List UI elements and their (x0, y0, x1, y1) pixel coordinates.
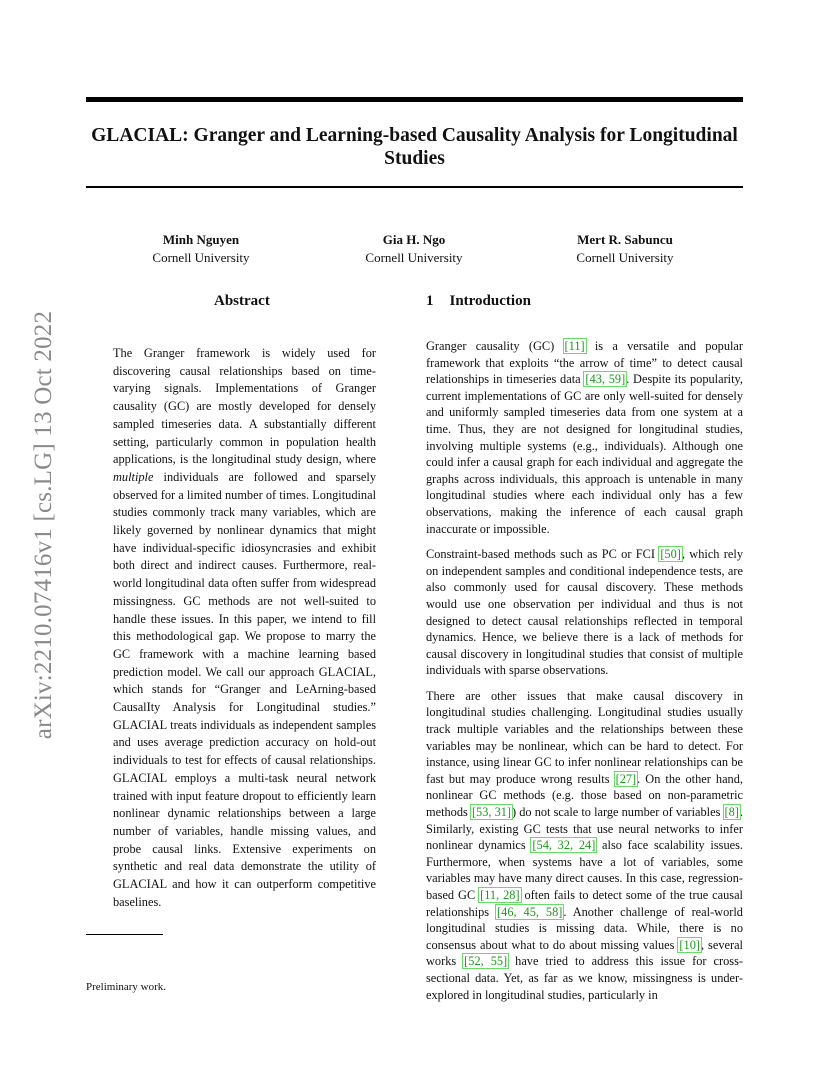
author-name: Mert R. Sabuncu (577, 232, 673, 247)
citation-link[interactable]: [11] (564, 339, 585, 353)
text-run: often fails to detect some of the true causal relationships (426, 888, 743, 919)
citation-link[interactable]: [50] (660, 547, 681, 562)
intro-paragraph (426, 688, 743, 1003)
text-run: . On the other hand, nonlinear GC methods (e.g. those based on non-parametric methods (426, 771, 743, 820)
intro-paragraph (426, 338, 743, 537)
citation-link[interactable]: [52, 55] (464, 954, 508, 969)
author-affiliation: Cornell University (152, 250, 250, 265)
author-3 (525, 231, 725, 267)
citation-link[interactable]: [43, 59] (585, 372, 626, 387)
footnote-rule (86, 934, 163, 935)
section-number: 1 (426, 293, 434, 309)
citation-link[interactable]: [11, 28] (480, 888, 520, 902)
introduction-body (426, 338, 743, 1012)
text-run: The Granger framework is widely used for discovering causal relationships based on time-varying signals. Implementations of Granger causality (GC) are mostly developed for densely sampled timeseries data. A substantially different setting, particularly common in population health applications, is the longitudinal study design, where (113, 346, 376, 467)
citation-link[interactable]: [10] (679, 937, 700, 952)
title-bottom-rule (86, 186, 743, 188)
footnote: Preliminary work. (86, 981, 167, 993)
citation-link[interactable]: [8] (724, 805, 739, 820)
author-1 (101, 231, 301, 267)
abstract-text (113, 345, 376, 912)
author-name: Gia H. Ngo (382, 232, 446, 247)
text-run: have tried to address this issue for cross-sectional data. Yet, as far as we know, missingness is under-explored in longitudinal studies, particularly in (426, 954, 743, 1002)
author-affiliation: Cornell University (576, 250, 674, 265)
text-run: There are other issues that make causal discovery in longitudinal studies challenging. Longitudinal studies usually track multiple variables and the relationships between these variables may be nonlinear, which can be hard to detect. For instance, using linear GC to infer nonlinear relationships can be fast but may produce wrong results (426, 688, 743, 786)
text-run: also face scalability issues. Furthermore, when systems have a lot of variables, some variables may have many direct causes. In this case, regression-based GC (426, 838, 743, 902)
citation-link[interactable]: [54, 32, 24] (532, 838, 596, 853)
text-run: . Despite its popularity, current implementations of GC are only well-suited for densely and uniformly sampled timeseries data from one system at a time. Thus, they are not designed for longitudinal studies, involving multiple systems (e.g., individuals). Although one could infer a causal graph for each individual and aggregate the graphs across individuals, this approach is untenable in many longitudinal studies where each individual only has a few observations, making the inference of each causal graph inaccurate or impossible. (426, 372, 743, 536)
citation-link[interactable]: [53, 31] (471, 805, 512, 820)
citation-link[interactable]: [46, 45, 58] (497, 904, 563, 919)
emphasis-text: multiple (113, 469, 154, 484)
author-name: Minh Nguyen (162, 232, 240, 247)
text-run: , several works (426, 937, 743, 969)
text-run: . Another challenge of real-world longitudinal studies is missing data. While, there is no consensus about what to do about missing values (426, 904, 743, 952)
text-run: is a versatile and popular framework that exploits “the arrow of time” to detect causal relationships in timeseries data (426, 339, 744, 387)
abstract-heading: Abstract (214, 293, 270, 309)
text-run: individuals are followed and sparsely observed for a limited number of times. Longitudinal studies commonly track many variables, which are likely governed by nonlinear dynamics that might have individual-specific idiosyncrasies and exhibit both direct and indirect causes. Furthermore, real-world longitudinal data often suffer from widespread missingness. GC methods are not well-suited to handle these issues. In this paper, we intend to fill this methodological gap. We propose to marry the GC framework with a machine learning based prediction model. We call our approach GLACIAL, which stands for “Granger and LeArning-based CausalIty Analysis for Longitudinal studies.” GLACIAL treats individuals as independent samples and uses average prediction accuracy on hold-out individuals to test for effects of causal relationships. GLACIAL employs a multi-task neural network trained with input feature dropout to efficiently learn nonlinear dynamic relationships between a large number of variables, handle missing values, and probe causal links. Extensive experiments on synthetic and real data demonstrate the utility of GLACIAL and how it can outperform competitive baselines. (113, 469, 376, 909)
section-heading-introduction (426, 293, 531, 310)
title-top-rule (86, 97, 743, 102)
section-title: Introduction (449, 293, 531, 309)
text-run: Granger causality (GC) (426, 339, 564, 353)
text-run: Constraint-based methods such as PC or FCI (426, 547, 660, 562)
text-run: . Similarly, existing GC tests that use neural networks to infer nonlinear dynamics (426, 805, 743, 853)
intro-paragraph (426, 546, 743, 679)
author-2 (314, 231, 514, 267)
citation-link[interactable]: [27] (615, 771, 637, 786)
text-run: ) do not scale to large number of variables (512, 805, 724, 820)
author-affiliation: Cornell University (365, 250, 463, 265)
text-run: , which rely on independent samples and conditional independence tests, are also commonly used for causal discovery. These methods would use one observation per individual and thus is not designed to detect causal relationships reflected in temporal dynamics. Hence, we believe there is a lack of methods for causal discovery in longitudinal studies that consist of multiple individuals with sparse observations. (426, 547, 743, 678)
paper-title: GLACIAL: Granger and Learning-based Causality Analysis for Longitudinal Studies (91, 125, 738, 169)
arxiv-stamp: arXiv:2210.07416v1 [cs.LG] 13 Oct 2022 (30, 310, 57, 740)
